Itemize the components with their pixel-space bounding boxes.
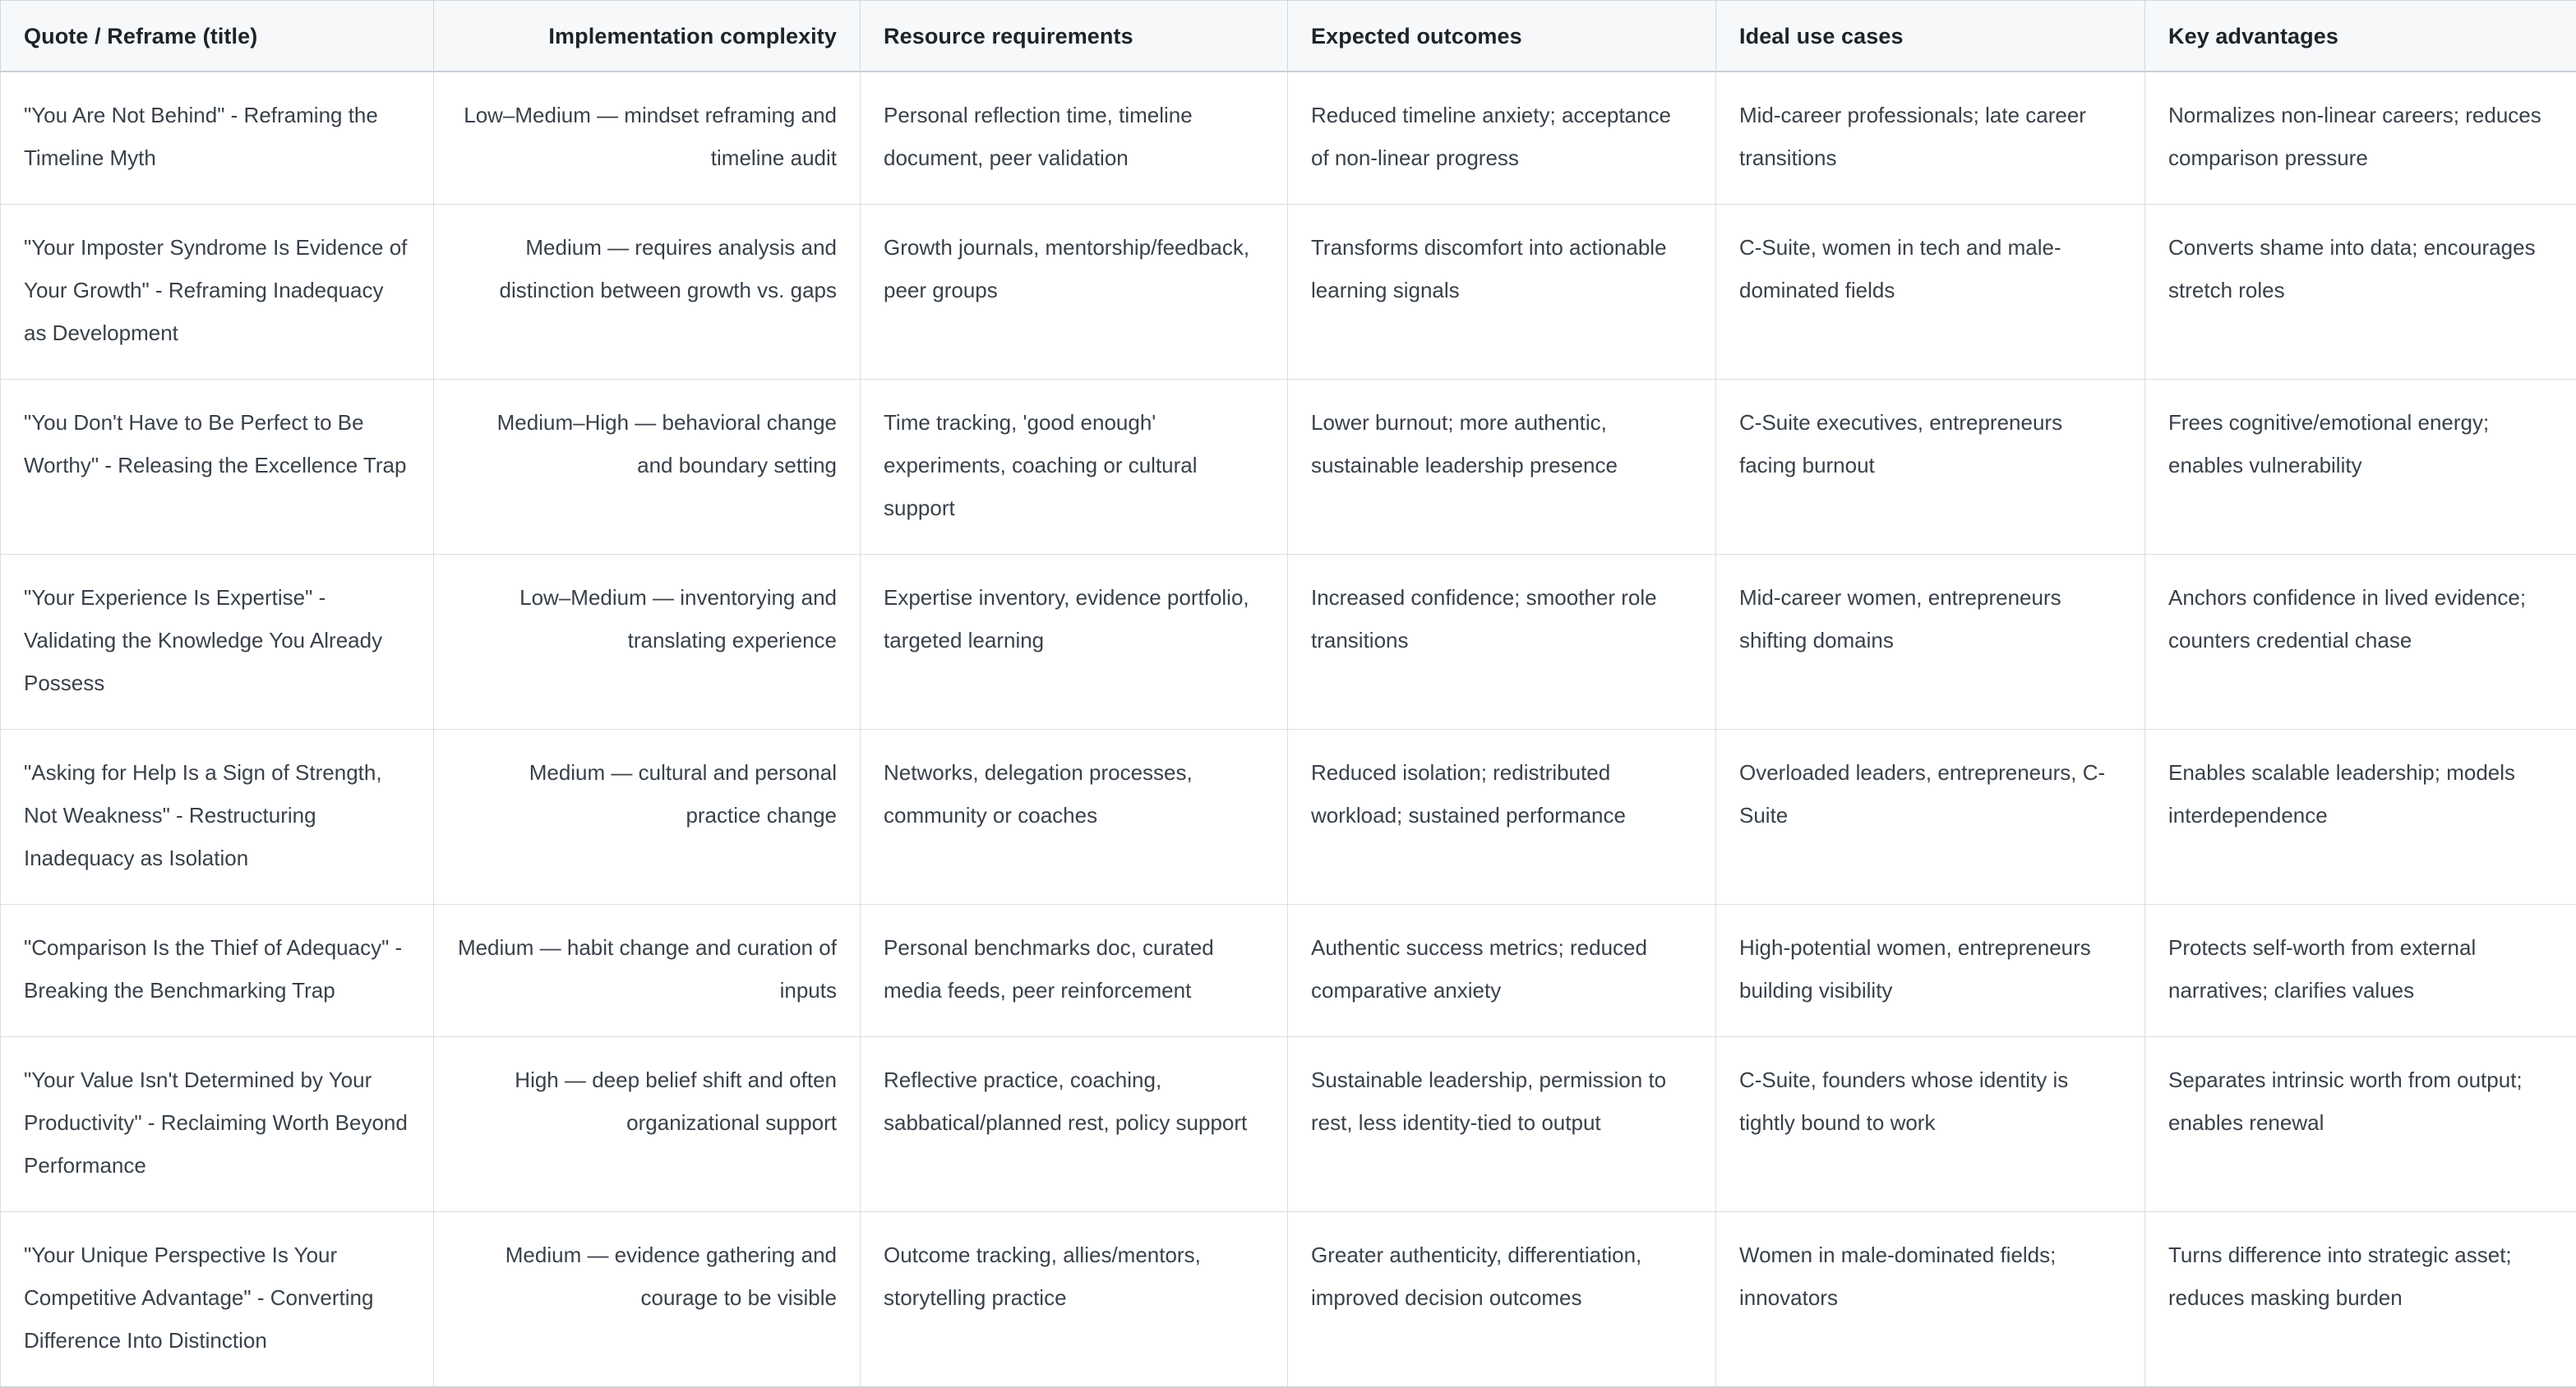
- column-header-key-advantages: Key advantages: [2145, 1, 2576, 72]
- cell-outcomes: Lower burnout; more authentic, sustainable leadership presence: [1288, 380, 1716, 555]
- cell-advantages: Normalizes non-linear careers; reduces comparison pressure: [2145, 71, 2576, 205]
- cell-complexity: Medium — cultural and personal practice change: [434, 730, 861, 905]
- cell-outcomes: Greater authenticity, differentiation, improved decision outcomes: [1288, 1212, 1716, 1388]
- column-header-quote: Quote / Reframe (title): [1, 1, 434, 72]
- cell-outcomes: Reduced isolation; redistributed workload; sustained performance: [1288, 730, 1716, 905]
- cell-outcomes: Transforms discomfort into actionable learning signals: [1288, 205, 1716, 380]
- column-header-expected-outcomes: Expected outcomes: [1288, 1, 1716, 72]
- cell-use-cases: Mid-career women, entrepreneurs shifting domains: [1716, 555, 2145, 730]
- table-row: [1, 730, 2576, 905]
- table-header: [1, 1, 2576, 72]
- cell-resources: Time tracking, 'good enough' experiments, coaching or cultural support: [861, 380, 1288, 555]
- column-header-resource-requirements: Resource requirements: [861, 1, 1288, 72]
- cell-quote: "You Are Not Behind" - Reframing the Timeline Myth: [1, 71, 434, 205]
- table-row: [1, 71, 2576, 205]
- cell-complexity: Medium–High — behavioral change and boundary setting: [434, 380, 861, 555]
- table-row: [1, 555, 2576, 730]
- cell-use-cases: C-Suite, women in tech and male-dominated fields: [1716, 205, 2145, 380]
- table-row: [1, 1212, 2576, 1388]
- cell-quote: "Comparison Is the Thief of Adequacy" - Breaking the Benchmarking Trap: [1, 905, 434, 1037]
- cell-use-cases: High-potential women, entrepreneurs building visibility: [1716, 905, 2145, 1037]
- cell-quote: "Your Imposter Syndrome Is Evidence of Your Growth" - Reframing Inadequacy as Development: [1, 205, 434, 380]
- cell-use-cases: C-Suite executives, entrepreneurs facing burnout: [1716, 380, 2145, 555]
- cell-complexity: Medium — evidence gathering and courage to be visible: [434, 1212, 861, 1388]
- cell-complexity: Medium — requires analysis and distinction between growth vs. gaps: [434, 205, 861, 380]
- cell-complexity: High — deep belief shift and often organizational support: [434, 1037, 861, 1212]
- cell-complexity: Medium — habit change and curation of inputs: [434, 905, 861, 1037]
- cell-resources: Personal benchmarks doc, curated media feeds, peer reinforcement: [861, 905, 1288, 1037]
- column-header-implementation-complexity: Implementation complexity: [434, 1, 861, 72]
- cell-advantages: Protects self-worth from external narratives; clarifies values: [2145, 905, 2576, 1037]
- cell-use-cases: C-Suite, founders whose identity is tightly bound to work: [1716, 1037, 2145, 1212]
- header-row: [1, 1, 2576, 72]
- cell-resources: Growth journals, mentorship/feedback, peer groups: [861, 205, 1288, 380]
- cell-outcomes: Reduced timeline anxiety; acceptance of non-linear progress: [1288, 71, 1716, 205]
- cell-advantages: Turns difference into strategic asset; reduces masking burden: [2145, 1212, 2576, 1388]
- cell-complexity: Low–Medium — mindset reframing and timeline audit: [434, 71, 861, 205]
- cell-resources: Networks, delegation processes, community or coaches: [861, 730, 1288, 905]
- table-row: [1, 1037, 2576, 1212]
- cell-outcomes: Increased confidence; smoother role transitions: [1288, 555, 1716, 730]
- cell-resources: Outcome tracking, allies/mentors, storytelling practice: [861, 1212, 1288, 1388]
- cell-resources: Reflective practice, coaching, sabbatical/planned rest, policy support: [861, 1037, 1288, 1212]
- cell-resources: Expertise inventory, evidence portfolio, targeted learning: [861, 555, 1288, 730]
- cell-advantages: Anchors confidence in lived evidence; counters credential chase: [2145, 555, 2576, 730]
- column-header-ideal-use-cases: Ideal use cases: [1716, 1, 2145, 72]
- cell-advantages: Converts shame into data; encourages stretch roles: [2145, 205, 2576, 380]
- table-row: [1, 905, 2576, 1037]
- cell-advantages: Frees cognitive/emotional energy; enables vulnerability: [2145, 380, 2576, 555]
- cell-quote: "Your Experience Is Expertise" - Validating the Knowledge You Already Possess: [1, 555, 434, 730]
- cell-advantages: Enables scalable leadership; models interdependence: [2145, 730, 2576, 905]
- cell-complexity: Low–Medium — inventorying and translating experience: [434, 555, 861, 730]
- cell-use-cases: Women in male-dominated fields; innovators: [1716, 1212, 2145, 1388]
- cell-quote: "Your Unique Perspective Is Your Competitive Advantage" - Converting Difference Into Distinction: [1, 1212, 434, 1388]
- cell-quote: "You Don't Have to Be Perfect to Be Worthy" - Releasing the Excellence Trap: [1, 380, 434, 555]
- cell-outcomes: Sustainable leadership, permission to rest, less identity-tied to output: [1288, 1037, 1716, 1212]
- cell-use-cases: Overloaded leaders, entrepreneurs, C-Suite: [1716, 730, 2145, 905]
- cell-outcomes: Authentic success metrics; reduced comparative anxiety: [1288, 905, 1716, 1037]
- cell-quote: "Asking for Help Is a Sign of Strength, Not Weakness" - Restructuring Inadequacy as Isolation: [1, 730, 434, 905]
- cell-quote: "Your Value Isn't Determined by Your Productivity" - Reclaiming Worth Beyond Performance: [1, 1037, 434, 1212]
- table-body: [1, 71, 2576, 1387]
- table-row: [1, 205, 2576, 380]
- cell-use-cases: Mid-career professionals; late career transitions: [1716, 71, 2145, 205]
- cell-resources: Personal reflection time, timeline document, peer validation: [861, 71, 1288, 205]
- table-row: [1, 380, 2576, 555]
- cell-advantages: Separates intrinsic worth from output; enables renewal: [2145, 1037, 2576, 1212]
